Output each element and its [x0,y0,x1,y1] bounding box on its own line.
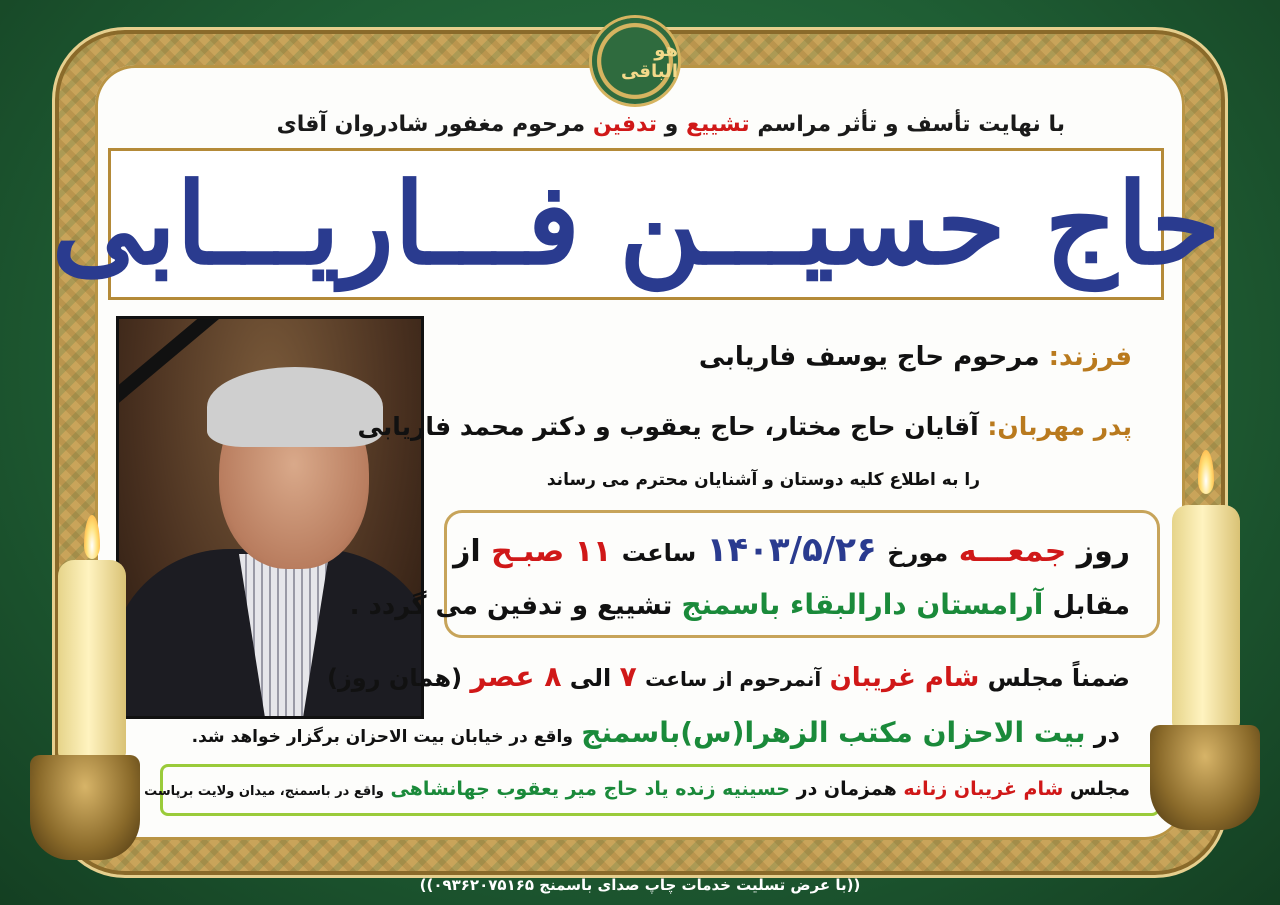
ceremony-from: ۷ [619,660,637,693]
funeral-moghabel: مقابل [1052,591,1130,621]
son-of-value: مرحوم حاج یوسف فاریابی [698,342,1040,372]
medallion-emblem [592,18,678,104]
ceremony-line-2 [192,716,1120,749]
intro-tadfin: تدفین [592,112,657,137]
father-of-value: آقایان حاج مختار، حاج یعقوب و دکتر محمد فاریابی [357,412,979,441]
ceremony-p1: ضمناً مجلس [987,664,1130,692]
funeral-rest: تشییع و تدفین می گردد . [349,591,673,621]
funeral-place: آرامستان دارالبقاء باسمنج [681,588,1044,621]
left-candle-holder [30,755,140,860]
women-p2: همزمان در [796,778,897,800]
ceremony-line-1 [327,660,1130,693]
women-name: شام غریبان زنانه [903,778,1064,800]
intro-text-2: مرحوم مغفور شادروان آقای [276,112,586,137]
deceased-name: حاج حسیـــن فـــاریـــابی [51,158,1221,290]
medallion-text: هو الباقی [620,40,678,82]
funeral-line-1 [453,530,1130,570]
intro-va: و [664,112,679,137]
women-p1: مجلس [1069,778,1130,800]
portrait-photo [116,316,424,719]
ceremony-same-day: (همان روز) [326,664,463,692]
women-address: واقع در باسمنج، میدان ولایت برپاست [144,784,384,799]
footer-credit: ((با عرض تسلیت خدمات چاپ صدای باسمنج ۰۹۳۶۲۰۷۵۱۶۵)) [419,876,861,894]
funeral-movarekh: مورخ [887,539,949,567]
funeral-day: جمعـــه [958,534,1067,569]
name-box [51,148,1221,300]
ceremony-name: شام غریبان [829,663,980,693]
ceremony-to: ۸ عصر [470,660,562,693]
funeral-date: ۱۴۰۳/۵/۲۶ [706,530,877,570]
funeral-roz: روز [1076,534,1130,569]
ceremony-p2: آنمرحوم از ساعت [645,667,822,691]
left-candle [58,560,126,760]
funeral-az: از [453,534,481,569]
father-of-label: پدر مهربان: [987,412,1132,441]
funeral-time: ۱۱ صبـح [491,534,612,569]
right-candle-holder [1150,725,1260,830]
women-venue: حسینیه زنده یاد حاج میر یعقوب جهانشاهی [390,778,790,800]
son-of-line [699,342,1132,372]
son-of-label: فرزند: [1048,342,1132,372]
ceremony-venue: بیت الاحزان مکتب الزهرا(س)باسمنج [581,716,1086,749]
intro-tashyi: تشییع [686,112,750,137]
funeral-line-2 [350,588,1130,621]
ceremony-address: واقع در خیابان بیت الاحزان برگزار خواهد شد. [191,727,573,747]
intro-line [215,112,1065,137]
ceremony-dar: در [1093,720,1120,748]
funeral-saat: ساعت [621,539,697,567]
intro-text-1: با نهایت تأسف و تأثر مراسم [757,112,1065,137]
father-of-line [358,412,1132,441]
right-candle [1172,505,1240,730]
women-ceremony-line [144,778,1130,800]
ceremony-ela: الی [569,664,612,692]
announce-line: را به اطلاع کلیه دوستان و آشنایان محترم می رساند [546,470,980,490]
